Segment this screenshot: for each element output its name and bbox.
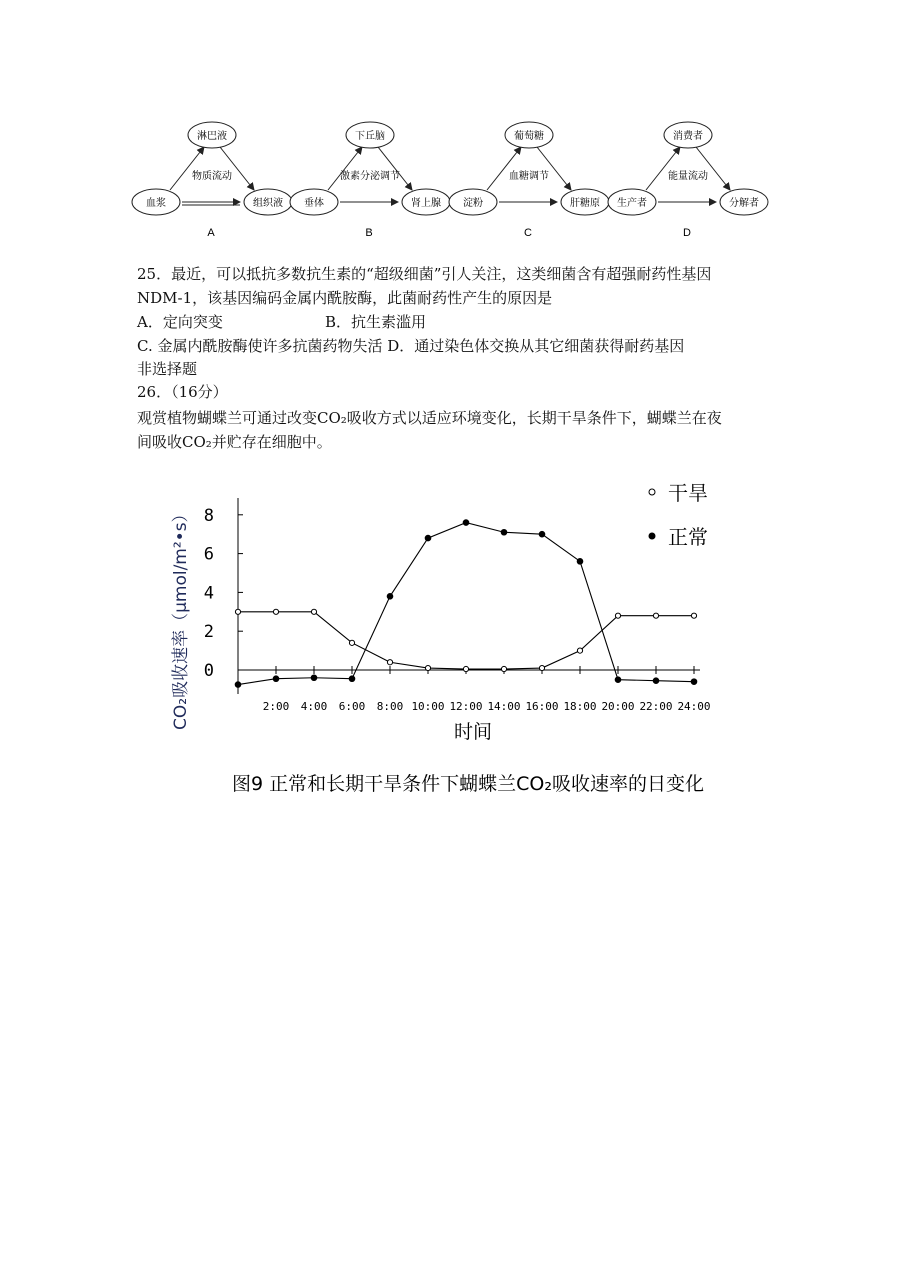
drought-point — [349, 640, 354, 645]
diagram-arrow — [696, 147, 730, 190]
diagram-arrow — [170, 147, 204, 190]
normal-point — [615, 677, 621, 683]
x-tick-label: 10:00 — [411, 700, 445, 713]
diagram-d — [608, 122, 768, 239]
q25-stem-line1: 25．最近，可以抵抗多数抗生素的“超级细菌”引人关注，这类细菌含有超强耐药性基因 — [137, 265, 712, 283]
series-line-normal — [238, 523, 694, 685]
x-axis-title: 时间 — [453, 721, 493, 743]
diagram-letter: D — [683, 227, 691, 239]
co2-chart — [0, 450, 909, 820]
diagram-c — [449, 122, 609, 239]
diagram-arrow — [487, 147, 521, 190]
q26-header: 26．（16分） — [137, 383, 228, 401]
diagram-node-label: 生产者 — [617, 198, 647, 209]
q25-option-b: B．抗生素滥用 — [325, 313, 427, 331]
normal-point — [501, 529, 507, 535]
diagram-node-label: 消费者 — [673, 131, 703, 142]
diagram-a — [132, 122, 292, 239]
diagram-node-label: 肝糖原 — [570, 198, 600, 209]
drought-point — [425, 665, 430, 670]
drought-point — [577, 648, 582, 653]
diagram-center-label: 血糖调节 — [509, 171, 549, 182]
drought-point — [539, 665, 544, 670]
normal-point — [273, 676, 279, 682]
diagram-letter: A — [207, 227, 215, 239]
diagram-node-label: 血浆 — [146, 198, 166, 209]
diagram-node-label: 分解者 — [729, 198, 759, 209]
x-tick-label: 24:00 — [677, 700, 711, 713]
normal-point — [463, 520, 469, 526]
diagram-node-label: 淋巴液 — [197, 131, 227, 142]
normal-point — [577, 559, 583, 565]
x-tick-label: 16:00 — [525, 700, 559, 713]
diagram-node-label: 淀粉 — [463, 198, 483, 209]
diagram-b — [290, 122, 450, 239]
diagram-node-label: 下丘脑 — [355, 131, 385, 142]
legend-label: 干旱 — [668, 481, 708, 505]
normal-point — [425, 535, 431, 541]
q25-options-cd: C. 金属内酰胺酶使许多抗菌药物失活 D．通过染色体交换从其它细菌获得耐药基因 — [137, 337, 685, 355]
x-tick-label: 8:00 — [376, 700, 404, 713]
diagram-node-label: 组织液 — [253, 198, 283, 209]
y-axis-title: CO₂吸收速率（μmol/m²•s） — [171, 505, 191, 730]
diagram-center-label: 激素分泌调节 — [340, 171, 400, 182]
drought-point — [463, 666, 468, 671]
normal-point — [539, 531, 545, 537]
normal-point — [311, 675, 317, 681]
section-heading: 非选择题 — [137, 360, 198, 378]
drought-point — [235, 609, 240, 614]
y-tick-label: 6 — [203, 544, 214, 565]
diagram-node-label: 垂体 — [304, 198, 324, 209]
legend-marker — [649, 489, 655, 495]
legend-marker — [649, 533, 655, 539]
diagram-center-label: 物质流动 — [192, 171, 232, 182]
x-tick-label: 4:00 — [300, 700, 328, 713]
diagram-arrow — [646, 147, 680, 190]
x-tick-label: 12:00 — [449, 700, 483, 713]
diagram-arrow — [220, 147, 254, 190]
diagram-letter: C — [524, 227, 532, 239]
normal-point — [653, 678, 659, 684]
diagram-center-label: 能量流动 — [668, 171, 708, 182]
x-tick-label: 18:00 — [563, 700, 597, 713]
normal-point — [691, 679, 697, 685]
diagram-arrow — [328, 147, 362, 190]
x-tick-label: 20:00 — [601, 700, 635, 713]
series-line-drought — [238, 612, 694, 669]
normal-point — [349, 676, 355, 682]
normal-point — [235, 682, 241, 688]
x-tick-label: 14:00 — [487, 700, 521, 713]
drought-point — [311, 609, 316, 614]
drought-point — [615, 613, 620, 618]
drought-point — [387, 660, 392, 665]
normal-point — [387, 593, 393, 599]
drought-point — [501, 666, 506, 671]
diagram-node-label: 葡萄糖 — [514, 131, 544, 142]
diagram-arrow — [378, 147, 412, 190]
q25-stem-line2: NDM-1，该基因编码金属内酰胺酶，此菌耐药性产生的原因是 — [137, 289, 553, 307]
q26-stem-line1: 观赏植物蝴蝶兰可通过改变CO₂吸收方式以适应环境变化，长期干旱条件下，蝴蝶兰在夜 — [137, 409, 722, 427]
drought-point — [653, 613, 658, 618]
y-tick-label: 8 — [203, 505, 214, 526]
x-tick-label: 22:00 — [639, 700, 673, 713]
drought-point — [273, 609, 278, 614]
q26-stem-line2: 间吸收CO₂并贮存在细胞中。 — [137, 433, 332, 451]
diagram-arrow — [537, 147, 571, 190]
diagram-letter: B — [365, 227, 373, 239]
diagrams-figure — [0, 0, 909, 250]
drought-point — [691, 613, 696, 618]
y-tick-label: 4 — [203, 583, 214, 604]
q25-option-a: A．定向突变 — [137, 313, 223, 331]
y-tick-label: 2 — [203, 622, 214, 643]
y-tick-label: 0 — [203, 661, 214, 681]
diagram-node-label: 肾上腺 — [411, 198, 441, 209]
x-tick-label: 2:00 — [262, 700, 290, 713]
legend-label: 正常 — [668, 525, 708, 549]
x-tick-label: 6:00 — [338, 700, 366, 713]
figure-caption: 图9 正常和长期干旱条件下蝴蝶兰CO₂吸收速率的日变化 — [232, 773, 704, 795]
